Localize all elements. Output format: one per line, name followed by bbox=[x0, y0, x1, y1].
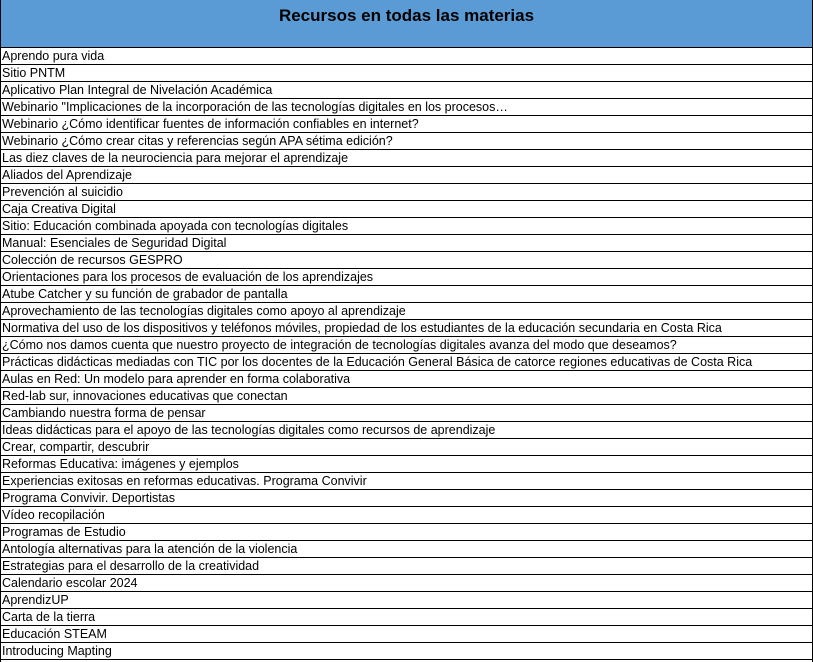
resource-link[interactable]: Vídeo recopilación bbox=[2, 508, 105, 522]
resource-row[interactable] bbox=[1, 575, 812, 592]
resource-row[interactable] bbox=[1, 609, 812, 626]
resource-link[interactable]: Manual: Esenciales de Seguridad Digital bbox=[2, 236, 227, 250]
resource-link[interactable]: Reformas Educativa: imágenes y ejemplos bbox=[2, 457, 239, 471]
resource-link[interactable]: Aprovechamiento de las tecnologías digitales como apoyo al aprendizaje bbox=[2, 304, 406, 318]
resource-row[interactable] bbox=[1, 201, 812, 218]
resource-row[interactable] bbox=[1, 218, 812, 235]
resource-row[interactable] bbox=[1, 269, 812, 286]
resource-row[interactable] bbox=[1, 354, 812, 371]
resource-link[interactable]: Crear, compartir, descubrir bbox=[2, 440, 150, 454]
resource-row[interactable] bbox=[1, 456, 812, 473]
resource-row[interactable] bbox=[1, 371, 812, 388]
resource-row[interactable] bbox=[1, 626, 812, 643]
resource-row[interactable] bbox=[1, 592, 812, 609]
resource-link[interactable]: AprendizUP bbox=[2, 593, 69, 607]
resource-row[interactable] bbox=[1, 643, 812, 660]
resource-row[interactable] bbox=[1, 558, 812, 575]
resource-link[interactable]: ¿Cómo nos damos cuenta que nuestro proyecto de integración de tecnologías digitales avanza del modo que deseamos? bbox=[2, 338, 677, 352]
resource-link[interactable]: Red-lab sur, innovaciones educativas que conectan bbox=[2, 389, 288, 403]
resource-link[interactable]: Programas de Estudio bbox=[2, 525, 126, 539]
table-header bbox=[1, 0, 812, 48]
resource-row[interactable] bbox=[1, 252, 812, 269]
resource-link[interactable]: Prevención al suicidio bbox=[2, 185, 123, 199]
resource-row[interactable] bbox=[1, 490, 812, 507]
resource-link[interactable]: Sitio PNTM bbox=[2, 66, 66, 80]
resource-row[interactable] bbox=[1, 337, 812, 354]
resource-row[interactable] bbox=[1, 524, 812, 541]
resource-row[interactable] bbox=[1, 405, 812, 422]
resource-link[interactable]: Cambiando nuestra forma de pensar bbox=[2, 406, 206, 420]
resource-row[interactable] bbox=[1, 286, 812, 303]
page-title: Recursos en todas las materias bbox=[278, 6, 535, 25]
resource-link[interactable]: Webinario ¿Cómo crear citas y referencias según APA sétima edición? bbox=[2, 134, 393, 148]
resource-row[interactable] bbox=[1, 167, 812, 184]
resource-link[interactable]: Aulas en Red: Un modelo para aprender en forma colaborativa bbox=[2, 372, 351, 386]
resource-link[interactable]: Ideas didácticas para el apoyo de las tecnologías digitales como recursos de aprendizaje bbox=[2, 423, 496, 437]
resource-link[interactable]: Antología alternativas para la atención de la violencia bbox=[2, 542, 298, 556]
resource-row[interactable] bbox=[1, 541, 812, 558]
resource-row[interactable] bbox=[1, 65, 812, 82]
resource-link[interactable]: Aprendo pura vida bbox=[2, 49, 105, 63]
resource-link[interactable]: Aliados del Aprendizaje bbox=[2, 168, 132, 182]
resource-row[interactable] bbox=[1, 235, 812, 252]
resource-link[interactable]: Orientaciones para los procesos de evaluación de los aprendizajes bbox=[2, 270, 374, 284]
resource-link[interactable]: Caja Creativa Digital bbox=[2, 202, 116, 216]
resource-link[interactable]: Webinario ¿Cómo identificar fuentes de información confiables en internet? bbox=[2, 117, 419, 131]
resource-link[interactable]: Programa Convivir. Deportistas bbox=[2, 491, 175, 505]
resource-row[interactable] bbox=[1, 99, 812, 116]
resource-row[interactable] bbox=[1, 422, 812, 439]
resource-link[interactable]: Webinario "Implicaciones de la incorporación de las tecnologías digitales en los procesos… bbox=[2, 100, 508, 114]
resource-link[interactable]: Aplicativo Plan Integral de Nivelación Académica bbox=[2, 83, 273, 97]
resource-row[interactable] bbox=[1, 116, 812, 133]
resource-link[interactable]: Educación STEAM bbox=[2, 627, 107, 641]
resource-row[interactable] bbox=[1, 184, 812, 201]
resource-list bbox=[1, 48, 812, 660]
resource-link[interactable]: Sitio: Educación combinada apoyada con tecnologías digitales bbox=[2, 219, 349, 233]
resource-link[interactable]: Colección de recursos GESPRO bbox=[2, 253, 183, 267]
resource-row[interactable] bbox=[1, 507, 812, 524]
resource-row[interactable] bbox=[1, 48, 812, 65]
resource-link[interactable]: Calendario escolar 2024 bbox=[2, 576, 138, 590]
resource-link[interactable]: Introducing Mapting bbox=[2, 644, 112, 658]
resource-link[interactable]: Experiencias exitosas en reformas educativas. Programa Convivir bbox=[2, 474, 367, 488]
resource-row[interactable] bbox=[1, 82, 812, 99]
resource-link[interactable]: Prácticas didácticas mediadas con TIC por los docentes de la Educación General Básica de catorce regiones educativas de Costa Rica bbox=[2, 355, 753, 369]
resource-row[interactable] bbox=[1, 320, 812, 337]
resource-link[interactable]: Normativa del uso de los dispositivos y teléfonos móviles, propiedad de los estudiantes de la educación secundaria en Costa Rica bbox=[2, 321, 722, 335]
resource-row[interactable] bbox=[1, 150, 812, 167]
resource-link[interactable]: Carta de la tierra bbox=[2, 610, 96, 624]
resource-link[interactable]: Estrategias para el desarrollo de la creatividad bbox=[2, 559, 260, 573]
resource-link[interactable]: Las diez claves de la neurociencia para mejorar el aprendizaje bbox=[2, 151, 349, 165]
resource-link[interactable]: Atube Catcher y su función de grabador de pantalla bbox=[2, 287, 288, 301]
resource-row[interactable] bbox=[1, 303, 812, 320]
resource-row[interactable] bbox=[1, 133, 812, 150]
resource-row[interactable] bbox=[1, 439, 812, 456]
resource-row[interactable] bbox=[1, 388, 812, 405]
resource-row[interactable] bbox=[1, 473, 812, 490]
